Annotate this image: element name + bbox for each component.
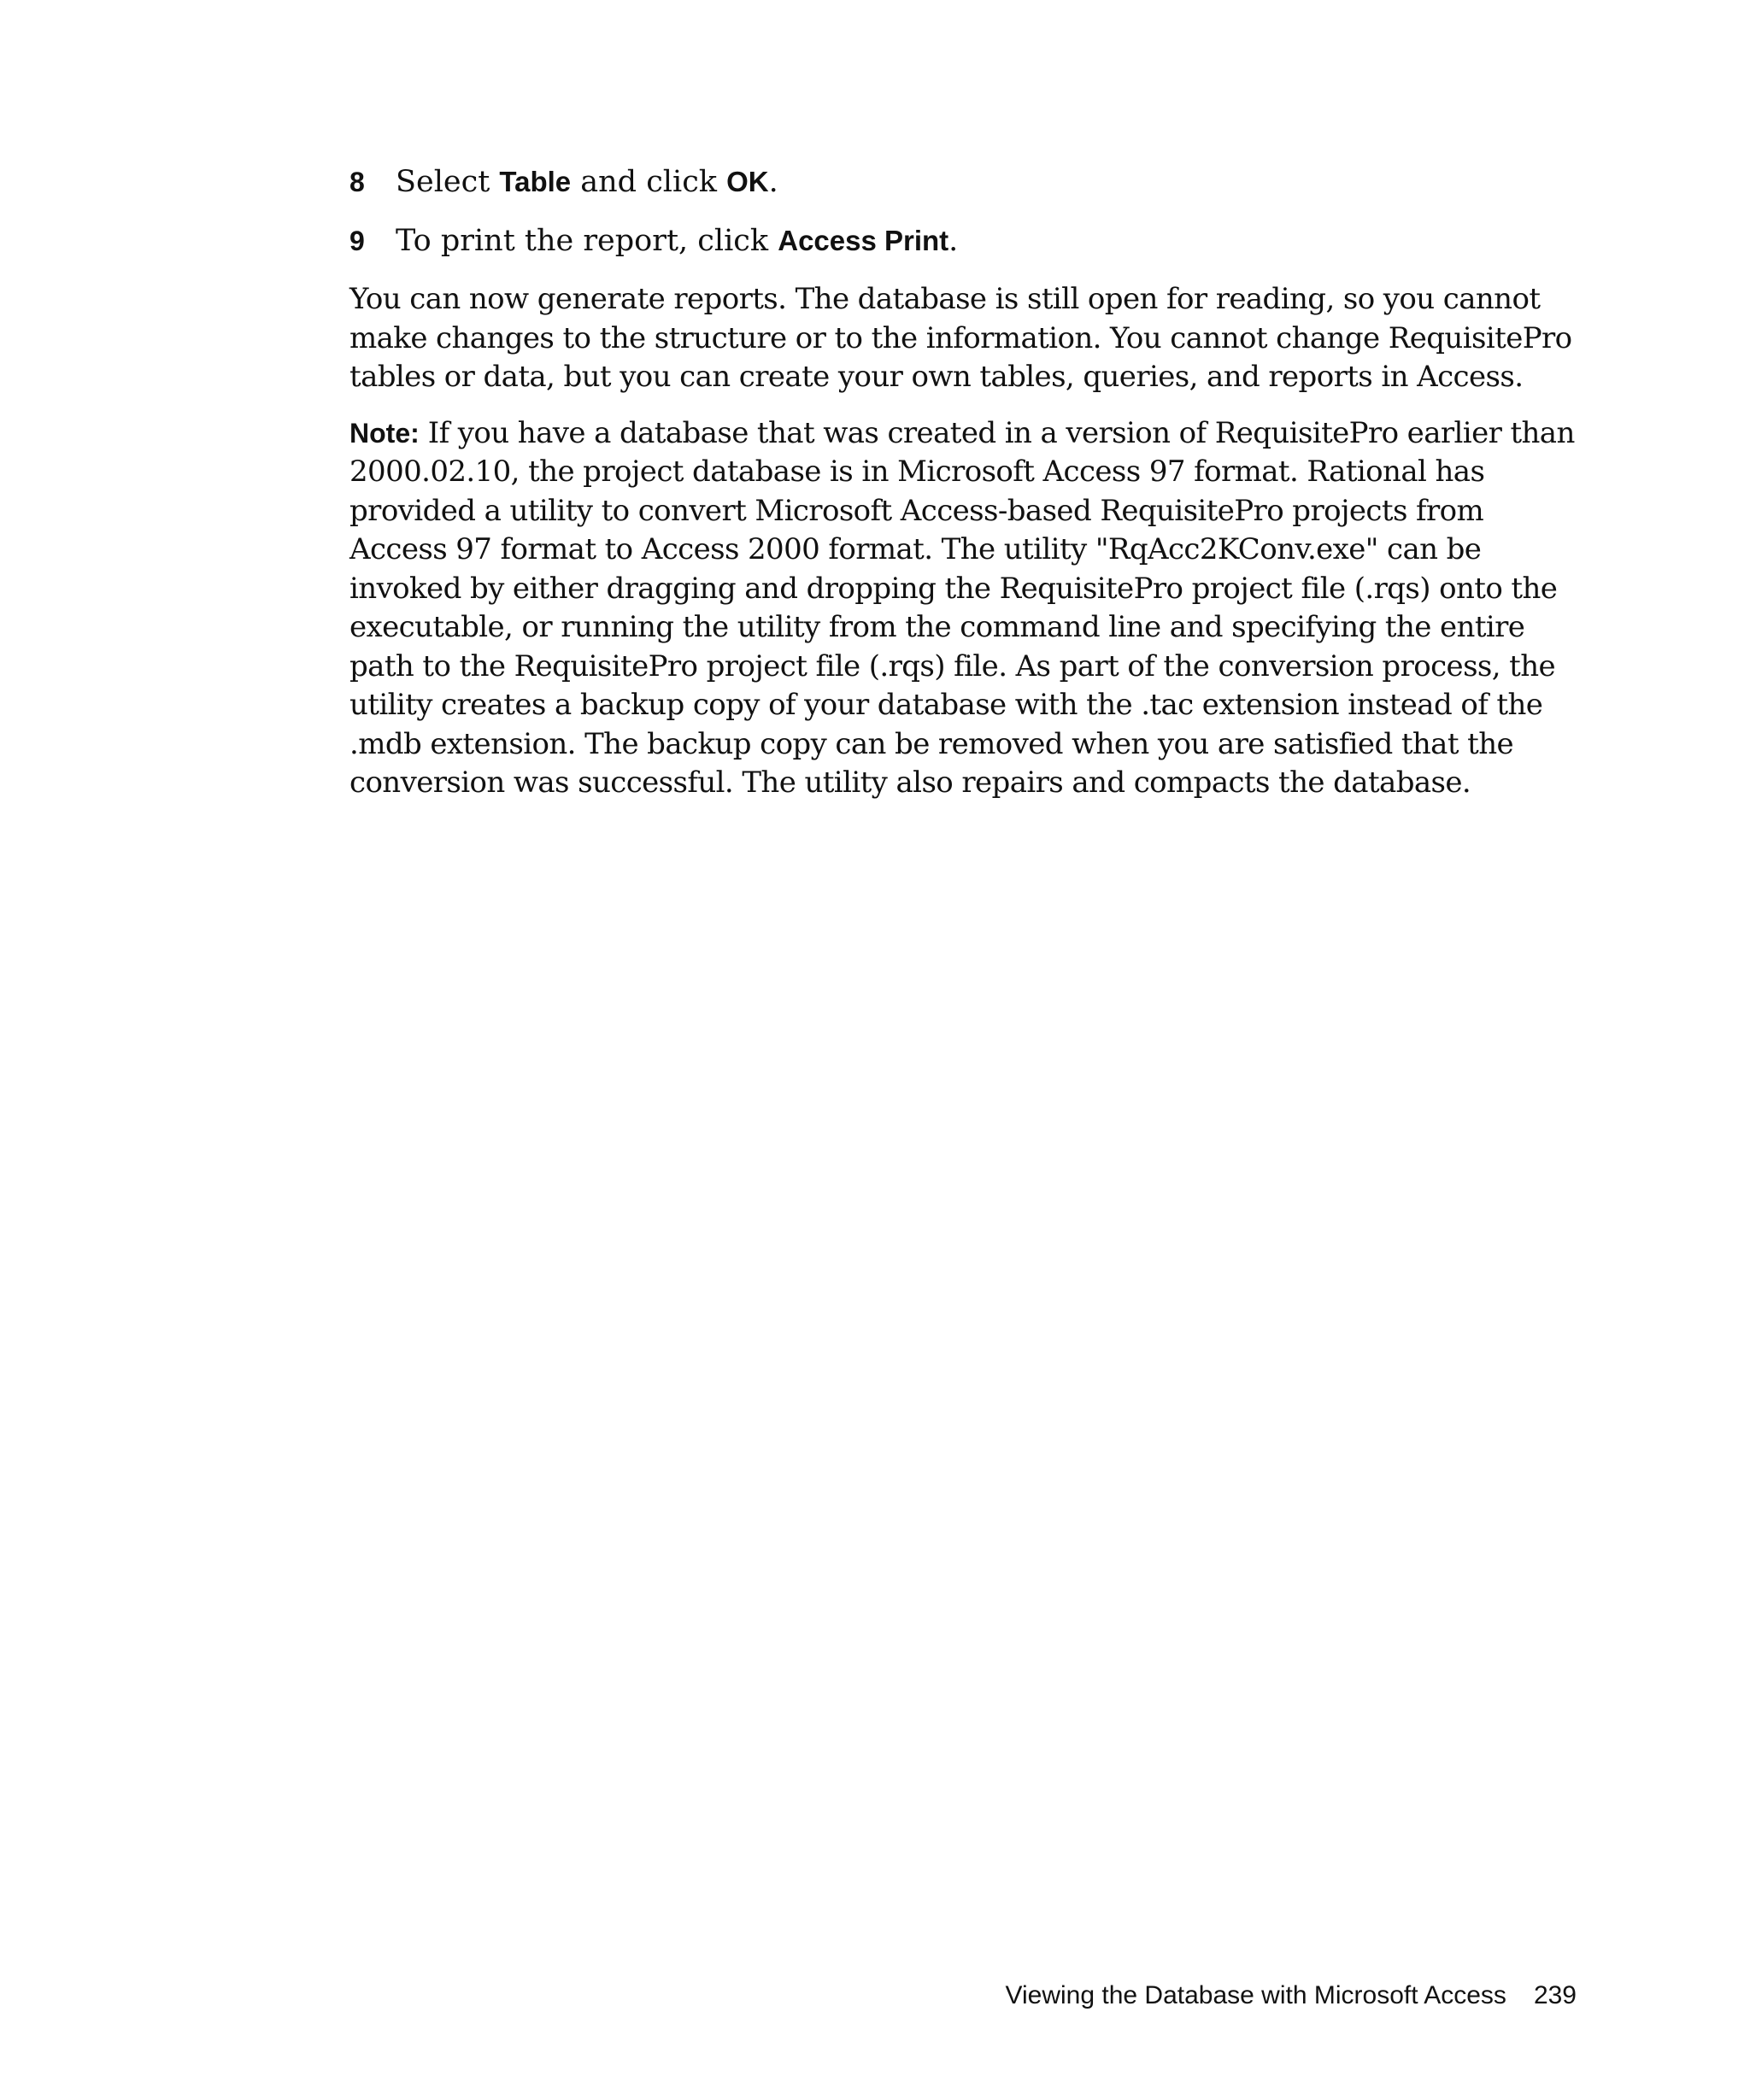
step-text-run: To print the report, click <box>396 224 778 258</box>
ui-term-table: Table <box>499 166 572 197</box>
step-text-run: . <box>948 224 959 258</box>
step-text-run: Select <box>396 165 500 199</box>
step-text <box>396 221 958 261</box>
note-label: Note: <box>349 417 420 449</box>
note-text: If you have a database that was created in a version of RequisitePro earlier than 2000.02.10, the project database is in Microsoft Access 97 format. Rational has provided a utility to convert Microsoft Access-based RequisitePro projects from Access 97 format to Access 2000 format. The utility "RqAcc2KConv.exe" can be invoked by either dragging and dropping the RequisitePro project file (.rqs) onto the executable, or running the utility from the command line and specifying the entire path to the RequisitePro project file (.rqs) file. As part of the conversion process, the utility creates a backup copy of your database with the .tac extension instead of the .mdb extension. The backup copy can be removed when you are satisfied that the conversion was successful. The utility also repairs and compacts the database. <box>349 415 1575 800</box>
footer-section-title: Viewing the Database with Microsoft Access <box>1005 1981 1506 2009</box>
step-item <box>349 162 1580 202</box>
step-text-run: . <box>768 165 778 199</box>
step-text-run: and click <box>571 165 727 199</box>
step-number: 8 <box>349 167 365 197</box>
page-number: 239 <box>1533 1981 1577 2009</box>
step-text <box>396 162 778 202</box>
ui-term-access-print: Access Print <box>778 225 949 256</box>
step-item <box>349 221 1580 261</box>
page-footer <box>1006 1980 1577 2011</box>
step-number: 9 <box>349 226 365 256</box>
body-paragraph: You can now generate reports. The database is still open for reading, so you cannot make changes to the structure or to the information. You cannot change RequisitePro tables or data, but you can create your own tables, queries, and reports in Access. <box>349 282 1572 394</box>
page-content <box>349 162 1580 820</box>
note-paragraph <box>349 414 1580 803</box>
ui-term-ok: OK <box>726 166 769 197</box>
